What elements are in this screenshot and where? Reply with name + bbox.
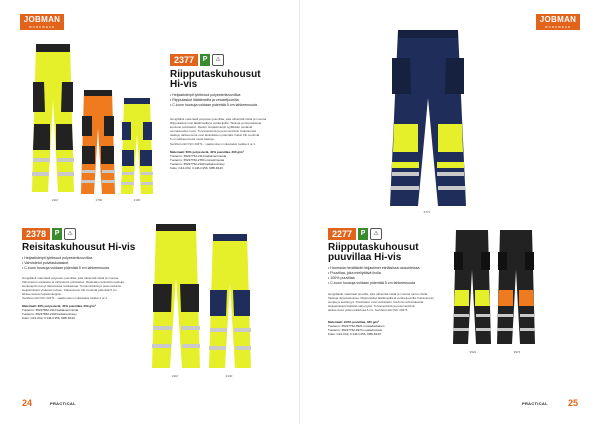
practical-tag: P [200,54,210,66]
product-2378-tags [22,228,76,240]
product-2377-specs: Materiaali: 60% polyesteriä, 40% puuvillaa, 260 g/m² Tuotenro: 65237762-2110 keltainen/musta Tuotenro: 65237762-2780 oranssi/musta Tuotenro: 65237762-2100 keltainen/navy Koko: C44-C62, C146-C156, D88-D120 [170,150,244,171]
page-number-left: 24 [22,398,33,408]
page-number-right: 25 [568,398,579,408]
trousers-2378-yellow-navy [208,232,252,370]
trousers-2277-black-orange [496,228,536,346]
caption-2377-b: 2780 [95,198,103,202]
trousers-2377-orange-black [80,88,116,196]
product-code-badge: 2378 [22,228,50,240]
caption-2377-a: 2110 [51,198,59,202]
shorts-trousers-2378-yellow-black [150,222,202,370]
product-2378-title: Reisitaskuhousut Hi-vis [22,242,136,253]
practical-tag: P [52,228,62,240]
product-2378-bullets: • Heijastinteipit lyhtteoud polyesteriluvuvilloa • Vahvistetut polvitaskutasket • C-koon housuja voidaan pidentää 5 cm lahkeensuuta [22,256,142,271]
caption-2378-a: 2110 [171,374,179,378]
caption-2378-b: 2100 [225,374,233,378]
caption-2277-b: 9974 [513,350,521,354]
product-code-badge: 2377 [170,54,198,66]
caption-2277-a: 9921 [469,350,477,354]
trousers-2377-yellow-navy [120,96,154,196]
trousers-2277-black-yellow [452,228,492,346]
product-2277-bullets: • Huomiota herättävät heijastimet eteläisissä olosuhteissa • Puuvillaa, joka miellyttävä iholla • 100% puuvillaa • C-koon housuja voidaan pidentää 5 cm lahkeensuuta [328,266,448,286]
product-2378-description: Hengittävä materiaali polyester-puuvillaa, joka vähentää riskiä ja muotoa Vahvistetut reisitaskut ja vahvistetut polvitaskut. Reidetaku tarkoitettu taskuja, kuuluvapolvi kevyt taksuitossa reisitaskuja. Turvamerkintä ja pesumerkintä. Heijastinteipit yhdessä polvien. Kaksoisreisi CE merkintä pidentää 5 cm lahkeensuuta heijastinteippiä. Sertifioitu EN ISO 20471 - vaatimusten mukaiseksi luokka 2 ja 1. [22,276,125,301]
product-2377-title: Riipputaskuhousut Hi-vis [170,69,261,90]
right-page [300,0,600,424]
footer-label-right: PRACTICAL [522,401,548,406]
trousers-2377-yellow-black [30,42,76,194]
certification-icon: ⚠ [212,54,224,66]
certification-icon: ⚠ [64,228,76,240]
footer-label-left: PRACTICAL [50,401,76,406]
product-2377-bullets: • Heijastinteipit lyhtteoud polyesteriluvuvilloa • Riipputaskut läätäimeilla ja vetoketjuonilla • C-koon housuja voidaan pidentää 5 cm lahkeensuuta [170,93,294,108]
product-2277-description: Hengittävät materiaali puuvilla, joka vähentää riskiä ja muotoa tuntuu iholla. Taskuja riipputaskuissa. Riipputaskut läätäimeillä ja vetoketjuonilla. Kaksoisreisi suojaa ja kestävyys. Polvitaskut ovat vahvistettu Cordura-vahvistuksella. Heijastinteipit lisäävät näkyvyyttä. Turvamerkintä ja pesumerkintä lahkeensuut pidennettävissä 5 cm. Sertifioitu EN ISO 20471. [328,292,434,313]
product-2377-tags [170,54,224,66]
product-code-badge: 2277 [328,228,356,240]
hero-trousers-navy-yellow [388,28,468,208]
product-2277-specs: Materiaali: 100% puuvillaa, 330 g/m² Tuotenro: 65227762-9921 musta/keltainen Tuotenro: 65227762-9974 musta/oranssi Koko: C44-C62, C146-C156, D88-D120 [328,320,385,337]
practical-tag: P [358,228,368,240]
product-2378-specs: Materiaali: 60% polyesteriä, 40% puuvillaa, 260 g/m² Tuotenro: 65237862-2110 keltainen/musta Tuotenro: 65237862-2100 keltainen/navy Koko: C44-C62, C146-C156, D88-D120 [22,304,96,321]
jobman-logo: JOBMAN WORKWEAR [20,14,64,30]
product-2377-description: Hengittävä materiaali polyester-puuvillaa, joka vähentää riskiä ja muotoa Riipputaskut ovat läätäimeillä ja vetoketjuilla. Taskuja ja riipputaskuja kuuluvat polvitaskut. Reidet. Heijastinteipit tyylikkään pestävät ominaisuudet myös. Turvamerkintä ja pesumerkintä. Kaksoisreisi taskuja, lahkeensuut ovat taskukäsien pidentää. Kaksi CE merkintä 5 cm lahkeensuuta muita taskuja. Sertifioitu EN ISO 20471 - vaatimusten mukaiseksi luokka 2 ja 1. [170,117,267,146]
product-2277-tags [328,228,382,240]
caption-2377-c: 2100 [133,198,141,202]
certification-icon: ⚠ [370,228,382,240]
product-2277-title: Riipputaskuhousut puuvillaa Hi-vis [328,242,419,263]
jobman-logo: JOBMAN WORKWEAR [536,14,580,30]
caption-hero: 6771 [423,210,431,214]
